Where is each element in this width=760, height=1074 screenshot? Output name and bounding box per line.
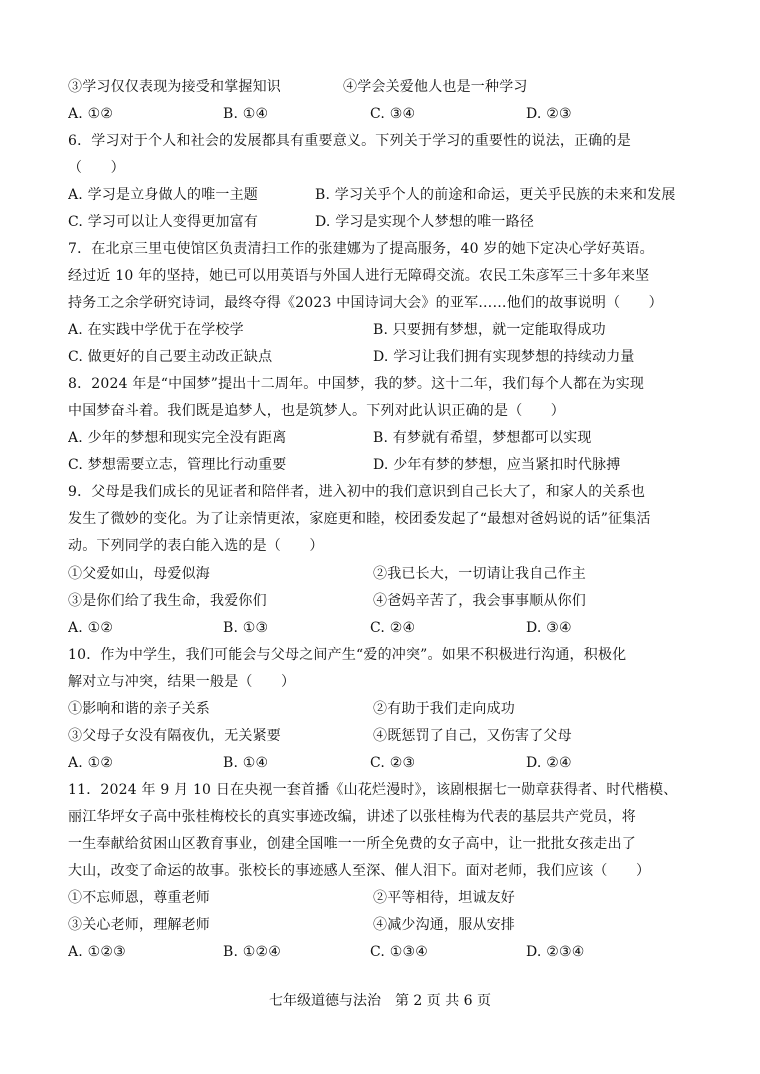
- text-line: [68, 939, 708, 966]
- option-text: ②我已长大，一切请让我自己作主: [373, 566, 586, 582]
- text-line: [68, 912, 708, 939]
- answer-choice: A. ①②③: [68, 944, 126, 960]
- text-line: （ ）: [68, 160, 125, 176]
- answer-choice: B. ①②④: [223, 944, 282, 960]
- text-line: [68, 101, 708, 128]
- option-text: C. 梦想需要立志，管理比行动重要: [68, 457, 287, 473]
- option-text: ④学会关爱他人也是一种学习: [343, 79, 528, 95]
- option-text: ③学习仅仅表现为接受和掌握知识: [68, 79, 281, 95]
- text-line: [68, 723, 708, 750]
- text-line: [68, 615, 708, 642]
- text-line: [68, 696, 708, 723]
- answer-choice: D. ②④: [526, 755, 572, 771]
- option-text: ④减少沟通，服从安排: [373, 917, 515, 933]
- option-text: ①父爱如山，母爱似海: [68, 566, 210, 582]
- text-line: 解对立与冲突，结果一般是（ ）: [68, 674, 296, 690]
- text-line: 中国梦奋斗着。我们既是追梦人，也是筑梦人。下列对此认识正确的是（ ）: [68, 403, 565, 419]
- text-line: 大山，改变了命运的故事。张校长的事迹感人至深、催人泪下。面对老师，我们应该（ ）: [68, 863, 651, 879]
- option-text: B. 只要拥有梦想，就一定能取得成功: [373, 322, 606, 338]
- option-text: B. 有梦就有希望，梦想都可以实现: [373, 430, 592, 446]
- answer-choice: A. ①②: [68, 755, 114, 771]
- option-text: C. 做更好的自己要主动改正缺点: [68, 349, 273, 365]
- text-line: 持务工之余学研究诗词，最终夺得《2023 中国诗词大会》的亚军……他们的故事说明（ ）: [68, 295, 663, 311]
- answer-choice: B. ①④: [223, 106, 269, 122]
- text-line: 丽江华坪女子高中张桂梅校长的真实事迹改编，讲述了以张桂梅为代表的基层共产党员，将: [68, 809, 636, 825]
- option-text: ③是你们给了我生命，我爱你们: [68, 593, 267, 609]
- text-line: [68, 74, 708, 101]
- option-text: ④既惩罚了自己，又伤害了父母: [373, 728, 572, 744]
- text-line: 发生了微妙的变化。为了让亲情更浓，家庭更和睦，校团委发起了“最想对爸妈说的话”征集活: [68, 511, 651, 527]
- option-text: ②平等相待，坦诚友好: [373, 890, 515, 906]
- text-line: 11．2024 年 9 月 10 日在央视一套首播《山花烂漫时》，该剧根据七一勋章获得者、时代楷模、: [68, 782, 678, 798]
- text-line: 9．父母是我们成长的见证者和陪伴者，进入初中的我们意识到自己长大了，和家人的关系也: [68, 484, 646, 500]
- answer-choice: C. ②③: [370, 755, 416, 771]
- text-line: [68, 425, 708, 452]
- text-line: [68, 885, 708, 912]
- option-text: ②有助于我们走向成功: [373, 701, 515, 717]
- text-line: 经过近 10 年的坚持，她已可以用英语与外国人进行无障碍交流。农民工朱彦军三十多年来坚: [68, 268, 650, 284]
- option-text: A. 学习是立身做人的唯一主题: [68, 187, 259, 203]
- answer-choice: D. ③④: [526, 620, 572, 636]
- text-line: 6．学习对于个人和社会的发展都具有重要意义。下列关于学习的重要性的说法，正确的是: [68, 133, 631, 149]
- option-text: D. 学习是实现个人梦想的唯一路径: [315, 214, 535, 230]
- answer-choice: B. ①③: [223, 620, 269, 636]
- text-line: 动。下列同学的表白能入选的是（ ）: [68, 538, 324, 554]
- text-line: [68, 182, 708, 209]
- text-line: [68, 317, 708, 344]
- page-footer: 七年级道德与法治 第 2 页 共 6 页: [268, 993, 492, 1009]
- answer-choice: C. ③④: [370, 106, 416, 122]
- text-line: 7．在北京三里屯使馆区负责清扫工作的张建娜为了提高服务，40 岁的她下定决心学好英语。: [68, 241, 654, 257]
- option-text: A. 少年的梦想和现实完全没有距离: [68, 430, 287, 446]
- option-text: A. 在实践中学优于在学校学: [68, 322, 244, 338]
- option-text: D. 少年有梦的梦想，应当紧扣时代脉搏: [373, 457, 621, 473]
- option-text: ①不忘师恩，尊重老师: [68, 890, 210, 906]
- text-line: [68, 344, 708, 371]
- option-text: C. 学习可以让人变得更加富有: [68, 214, 259, 230]
- answer-choice: B. ①④: [223, 755, 269, 771]
- text-line: 8．2024 年是“中国梦”提出十二周年。中国梦，我的梦。这十二年，我们每个人都在为实现: [68, 376, 645, 392]
- text-line: [68, 561, 708, 588]
- option-text: ①影响和谐的亲子关系: [68, 701, 210, 717]
- option-text: B. 学习关乎个人的前途和命运，更关乎民族的未来和发展: [315, 187, 676, 203]
- text-line: [68, 750, 708, 777]
- text-line: [68, 588, 708, 615]
- answer-choice: C. ①③④: [370, 944, 428, 960]
- option-text: D. 学习让我们拥有实现梦想的持续动力量: [373, 349, 635, 365]
- option-text: ④爸妈辛苦了，我会事事顺从你们: [373, 593, 586, 609]
- answer-choice: D. ②③: [526, 106, 572, 122]
- text-line: [68, 209, 708, 236]
- answer-choice: A. ①②: [68, 106, 114, 122]
- option-text: ③关心老师，理解老师: [68, 917, 210, 933]
- text-line: [68, 452, 708, 479]
- option-text: ③父母子女没有隔夜仇，无关紧要: [68, 728, 281, 744]
- text-line: 10．作为中学生，我们可能会与父母之间产生“爱的冲突”。如果不积极进行沟通，积极化: [68, 647, 627, 663]
- text-line: 一生奉献给贫困山区教育事业，创建全国唯一一所全免费的女子高中，让一批批女孩走出了: [68, 836, 636, 852]
- answer-choice: A. ①②: [68, 620, 114, 636]
- answer-choice: D. ②③④: [526, 944, 585, 960]
- answer-choice: C. ②④: [370, 620, 416, 636]
